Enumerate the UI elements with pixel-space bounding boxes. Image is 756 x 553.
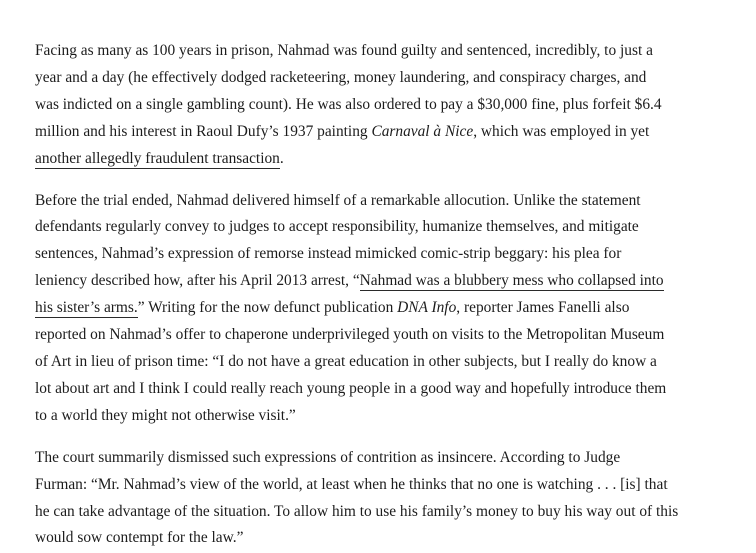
text-line (35, 295, 735, 322)
publication-name: DNA Info (397, 299, 457, 317)
text-line: year and a day (he effectively dodged racketeering, money laundering, and conspiracy charges, and (35, 68, 647, 86)
text-segment: . (279, 149, 284, 167)
text-line: lot about art and I think I could really reach young people in a good way and hopefully introduce them (35, 379, 667, 397)
paragraph-allocution (35, 188, 735, 430)
text-segment: , which was employed in yet (473, 122, 650, 140)
text-segment: million and his interest in Raoul Dufy’s 1937 painting (35, 122, 372, 140)
text-line: sentences, Nahmad’s expression of remorse instead mimicked comic-strip beggary: his plea for (35, 245, 622, 263)
text-line: would sow contempt for the law.” (35, 529, 244, 547)
blubbery-mess-link[interactable]: Nahmad was a blubbery mess who collapsed into (359, 272, 664, 290)
text-line: he can take advantage of the situation. To allow him to use his family’s money to buy his way out of this (35, 502, 679, 520)
text-line: reported on Nahmad’s offer to chaperone underprivileged youth on visits to the Metropolitan Museum (35, 326, 665, 344)
text-line: Facing as many as 100 years in prison, Nahmad was found guilty and sentenced, incredibly, to just a (35, 42, 653, 59)
text-segment: , reporter James Fanelli also (456, 299, 630, 317)
text-line (35, 119, 735, 146)
text-line: The court summarily dismissed such expressions of contrition as insincere. According to Judge (35, 448, 621, 466)
paragraph-sentencing (35, 38, 735, 173)
paragraph-court-ruling (35, 445, 735, 553)
text-segment: ” Writing for the now defunct publication (137, 299, 398, 317)
text-line (35, 268, 735, 295)
text-line (35, 146, 735, 173)
text-line: Before the trial ended, Nahmad delivered himself of a remarkable allocution. Unlike the statement (35, 191, 641, 209)
text-line: to a world they might not otherwise visit.” (35, 406, 296, 424)
text-segment: leniency described how, after his April 2013 arrest, “ (35, 272, 360, 290)
sisters-arms-link[interactable]: his sister’s arms. (35, 299, 138, 317)
text-line: defendants regularly convey to judges to accept responsibility, humanize themselves, and mitigate (35, 218, 639, 236)
text-line: was indicted on a single gambling count). He was also ordered to pay a $30,000 fine, plus forfeit $6.4 (35, 95, 662, 113)
text-line: of Art in lieu of prison time: “I do not have a great education in other subjects, but I really do know a (35, 352, 657, 370)
painting-title: Carnaval à Nice (371, 122, 474, 140)
fraudulent-transaction-link[interactable]: another allegedly fraudulent transaction (35, 149, 280, 167)
text-line: Furman: “Mr. Nahmad’s view of the world, at least when he thinks that no one is watching . . . [is] that (35, 475, 668, 493)
